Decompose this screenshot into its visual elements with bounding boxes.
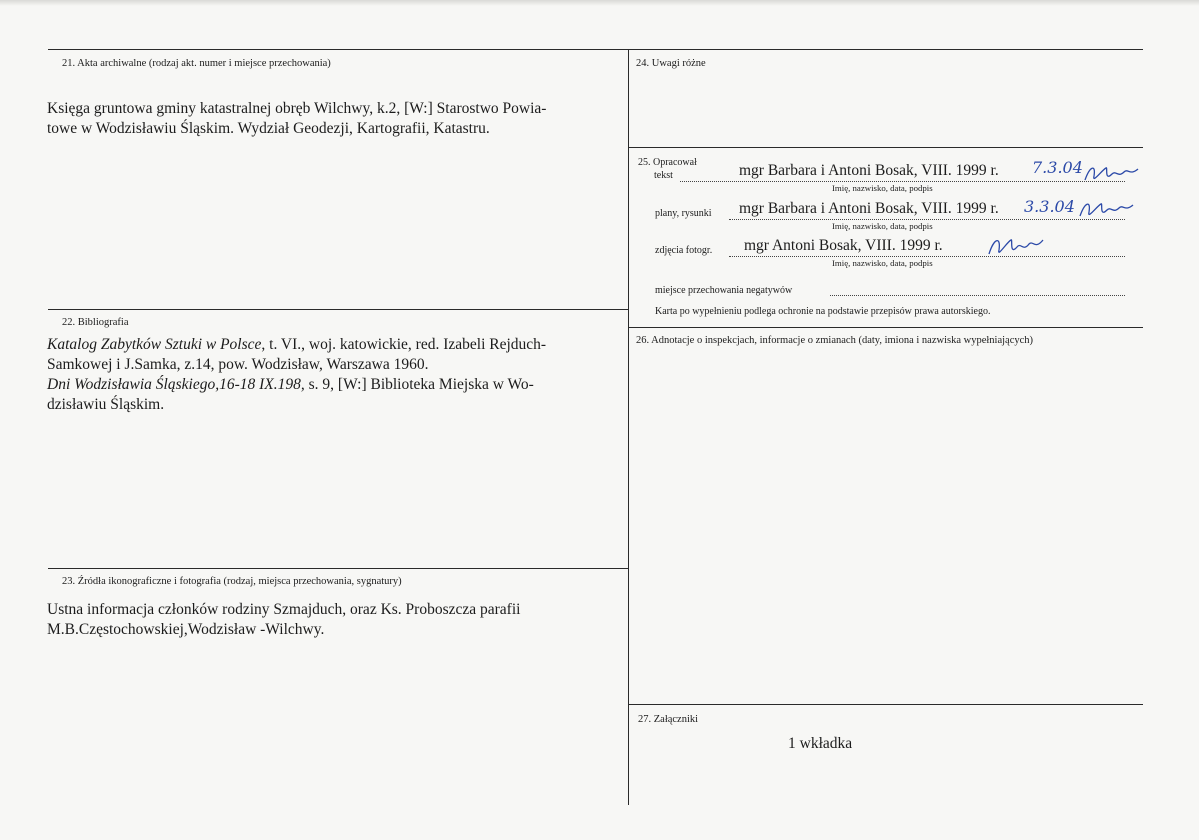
plany-dotted-line — [729, 219, 1125, 220]
divider-26-27 — [629, 704, 1143, 705]
bibliography-entry-2 — [47, 375, 612, 395]
section-21-line-1: Księga gruntowa gminy katastralnej obręb Wilchwy, k.2, [W:] Starostwo Powia- — [47, 100, 547, 117]
plany-handwritten-date: 3.3.04 — [1024, 197, 1075, 216]
negatywy-label: miejsce przechowania negatywów — [655, 285, 793, 296]
section-23-header: 23. Źródła ikonograficzne i fotografia (rodzaj, miejsca przechowania, sygnatury) — [62, 576, 402, 587]
section-27-header: 27. Załączniki — [638, 714, 699, 725]
divider-22-23 — [48, 568, 629, 569]
section-21-content — [47, 99, 612, 139]
bibliography-title-2: Dni Wodzisławia Śląskiego,16-18 IX.198, — [47, 376, 305, 393]
bibliography-rest-1: , t. VI., woj. katowickie, red. Izabeli Rejduch- — [261, 336, 547, 353]
plany-value: mgr Barbara i Antoni Bosak, VIII. 1999 r. — [739, 200, 999, 217]
tekst-label: tekst — [654, 170, 673, 181]
divider-25-26 — [629, 327, 1143, 328]
tekst-dotted-line — [680, 181, 1125, 182]
form-top-rule — [48, 49, 1143, 50]
section-23-line-2: M.B.Częstochowskiej,Wodzisław -Wilchwy. — [47, 621, 325, 638]
section-24-header: 24. Uwagi różne — [636, 58, 706, 69]
section-23-content — [47, 600, 617, 640]
divider-21-22 — [48, 309, 629, 310]
divider-24-25 — [629, 147, 1143, 148]
zdjecia-dotted-line — [729, 256, 1125, 257]
plany-label: plany, rysunki — [655, 208, 712, 219]
attachments-value: 1 wkładka — [788, 735, 853, 752]
bibliography-entry-1-cont: Samkowej i J.Samka, z.14, pow. Wodzisław, Warszawa 1960. — [47, 356, 429, 373]
plany-caption: Imię, nazwisko, data, podpis — [832, 221, 933, 231]
signature-2 — [1077, 196, 1139, 222]
section-22-content — [47, 335, 612, 415]
section-21-header: 21. Akta archiwalne (rodzaj akt. numer i miejsce przechowania) — [62, 58, 331, 69]
scan-top-edge — [0, 0, 1199, 6]
section-22-header: 22. Bibliografia — [62, 317, 129, 328]
section-26-header: 26. Adnotacje o inspekcjach, informacje o zmianach (daty, imiona i nazwiska wypełniających) — [636, 335, 1034, 346]
zdjecia-value: mgr Antoni Bosak, VIII. 1999 r. — [744, 237, 943, 254]
section-23-line-1: Ustna informacja członków rodziny Szmajduch, oraz Ks. Proboszcza parafii — [47, 601, 521, 618]
signature-3 — [985, 230, 1047, 260]
bibliography-entry-1 — [47, 335, 612, 355]
bibliography-title-1: Katalog Zabytków Sztuki w Polsce — [47, 336, 262, 353]
section-21-line-2: towe w Wodzisławiu Śląskim. Wydział Geodezji, Kartografii, Katastru. — [47, 120, 490, 137]
section-25-header: 25. Opracował — [638, 157, 697, 168]
bibliography-entry-2-cont: dzisławiu Śląskim. — [47, 396, 165, 413]
bibliography-rest-2: s. 9, [W:] Biblioteka Miejska w Wo- — [304, 376, 534, 393]
column-divider — [628, 49, 629, 805]
signature-1 — [1082, 160, 1144, 186]
negatywy-dotted-line — [830, 295, 1125, 296]
tekst-caption: Imię, nazwisko, data, podpis — [832, 183, 933, 193]
zdjecia-caption: Imię, nazwisko, data, podpis — [832, 258, 933, 268]
tekst-value: mgr Barbara i Antoni Bosak, VIII. 1999 r. — [739, 162, 999, 179]
tekst-handwritten-date: 7.3.04 — [1032, 158, 1083, 177]
zdjecia-label: zdjęcia fotogr. — [655, 245, 713, 256]
copyright-note: Karta po wypełnieniu podlega ochronie na podstawie przepisów prawa autorskiego. — [655, 306, 991, 317]
